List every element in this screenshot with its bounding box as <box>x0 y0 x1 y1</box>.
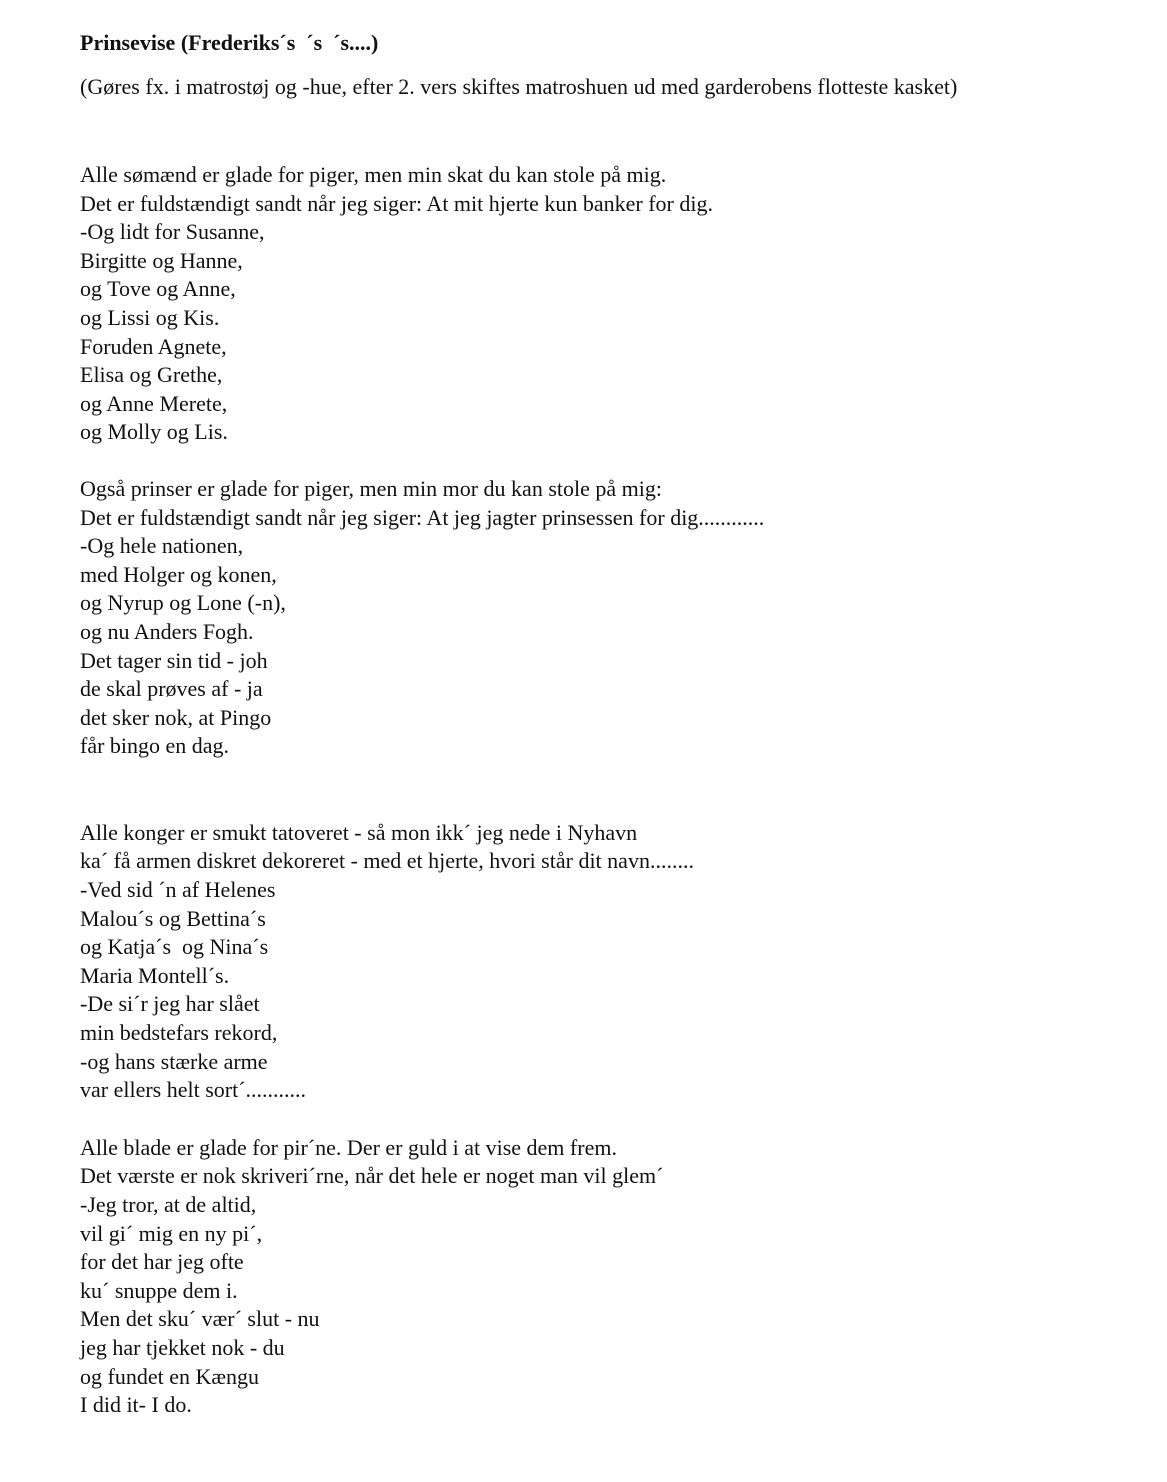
verse-line: og Nyrup og Lone (-n), <box>80 590 286 616</box>
verse-line: og Tove og Anne, <box>80 276 236 302</box>
verse-line: Alle sømænd er glade for piger, men min skat du kan stole på mig. <box>80 162 667 187</box>
verse-line: det sker nok, at Pingo <box>80 704 272 730</box>
verse-line: Alle blade er glade for pir´ne. Der er guld i at vise dem frem. <box>80 1134 617 1160</box>
verse-line: og nu Anders Fogh. <box>80 618 254 644</box>
verse-line: Malou´s og Bettina´s <box>80 905 266 931</box>
verse-line: ku´ snuppe dem i. <box>80 1277 238 1303</box>
verse-line: ka´ få armen diskret dekoreret - med et hjerte, hvori står dit navn........ <box>80 848 694 874</box>
verse-line: -Og lidt for Susanne, <box>80 219 265 245</box>
verse-line: Også prinser er glade for piger, men min mor du kan stole på mig: <box>80 475 662 501</box>
verse-line: min bedstefars rekord, <box>80 1020 278 1046</box>
verse-line: jeg har tjekket nok - du <box>80 1334 285 1360</box>
staging-note: (Gøres fx. i matrostøj og -hue, efter 2. vers skiftes matroshuen ud med garderobens flotteste kasket) <box>80 74 958 99</box>
verse-line: og Anne Merete, <box>80 390 228 416</box>
verse-line: Birgitte og Hanne, <box>80 247 243 273</box>
verse-line: -De si´r jeg har slået <box>80 991 260 1017</box>
verse-line: -Ved sid ´n af Helenes <box>80 877 276 903</box>
verse-line: Det tager sin tid - joh <box>80 647 268 673</box>
verse-line: Det er fuldstændigt sandt når jeg siger: At mit hjerte kun banker for dig. <box>80 190 713 216</box>
verse-2 <box>80 475 1120 761</box>
document-title: Prinsevise (Frederiks´s ´s ´s....) <box>80 30 379 55</box>
verse-line: var ellers helt sort´........... <box>80 1077 307 1103</box>
verse-line: og Lissi og Kis. <box>80 304 220 330</box>
verse-line: Alle konger er smukt tatoveret - så mon ikk´ jeg nede i Nyhavn <box>80 819 638 845</box>
verse-line: -og hans stærke arme <box>80 1048 268 1074</box>
verse-line: får bingo en dag. <box>80 733 230 759</box>
verse-line: Maria Montell´s. <box>80 962 230 988</box>
verse-line: -Jeg tror, at de altid, <box>80 1192 257 1217</box>
verse-line: vil gi´ mig en ny pi´, <box>80 1220 263 1246</box>
verse-line: de skal prøves af - ja <box>80 676 263 702</box>
verse-line: for det har jeg ofte <box>80 1249 244 1275</box>
verse-line: Det værste er nok skriveri´rne, når det hele er noget man vil glem´ <box>80 1163 664 1189</box>
verse-line: Elisa og Grethe, <box>80 362 223 388</box>
verse-line: Foruden Agnete, <box>80 333 227 359</box>
verse-line: med Holger og konen, <box>80 561 277 587</box>
verse-line: -Og hele nationen, <box>80 533 244 559</box>
verse-line: Det er fuldstændigt sandt når jeg siger: At jeg jagter prinsessen for dig............ <box>80 504 765 530</box>
verse-line: og Molly og Lis. <box>80 419 228 445</box>
verse-line: og Katja´s og Nina´s <box>80 934 269 960</box>
verse-line: og fundet en Kængu <box>80 1363 260 1389</box>
verse-line: Men det sku´ vær´ slut - nu <box>80 1306 320 1332</box>
verse-line: I did it- I do. <box>80 1392 192 1418</box>
verse-1 <box>80 161 1120 447</box>
verse-3 <box>80 819 1120 1105</box>
document-page <box>80 28 1120 1420</box>
verse-4 <box>80 1134 1120 1420</box>
